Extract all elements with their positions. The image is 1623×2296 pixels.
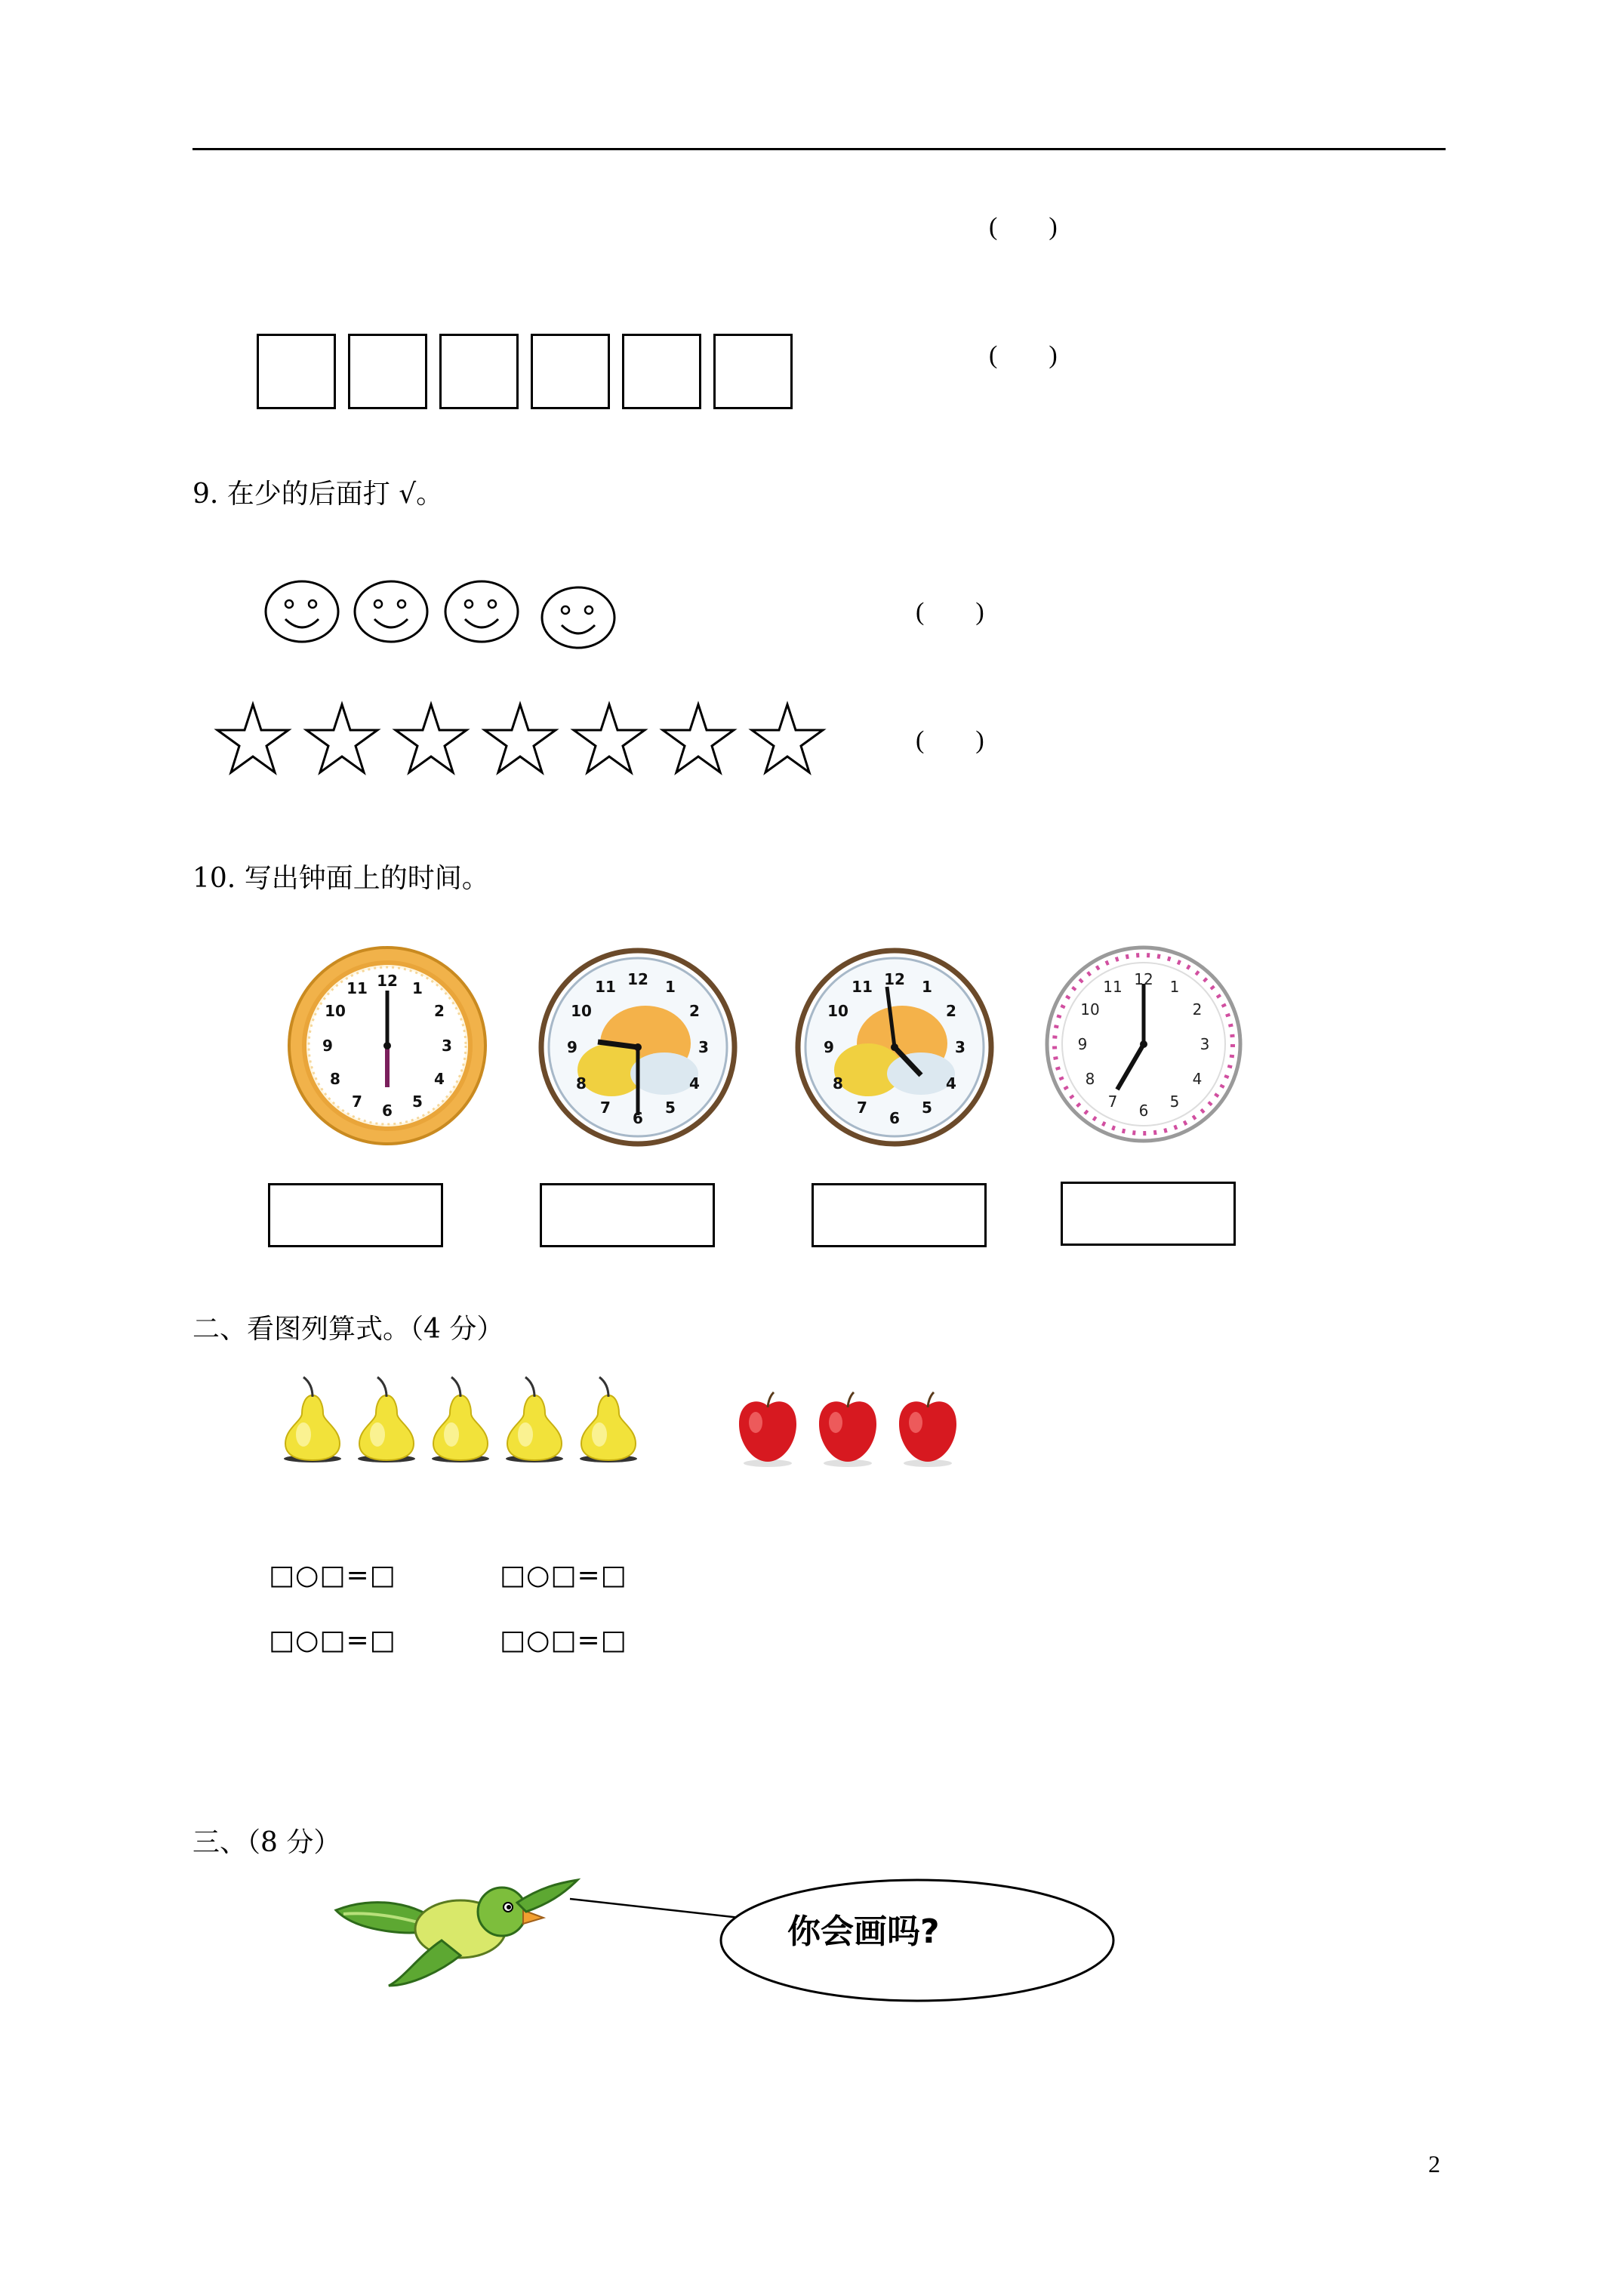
section3-title: 三、（8 分） [192,1827,341,1858]
svg-text:11: 11 [595,978,616,996]
q10-title: 10. 写出钟面上的时间。 [192,863,489,894]
clock-icon [793,945,996,1149]
svg-text:8: 8 [1085,1070,1095,1088]
clock-answer-box-4[interactable] [1061,1182,1236,1246]
svg-text:3: 3 [955,1038,965,1056]
star-row [215,702,842,778]
pear-icon [432,1377,489,1462]
svg-text:1: 1 [1169,978,1180,996]
svg-text:3: 3 [1200,1035,1210,1053]
star-outline-icon [396,704,467,772]
svg-text:9: 9 [1077,1035,1088,1053]
apple-icon [819,1392,876,1467]
pear-icon [284,1377,341,1462]
header-rule [192,148,1446,150]
answer-parentheses-faces[interactable]: ( ) [916,598,984,626]
svg-text:7: 7 [600,1099,611,1117]
equation-3[interactable]: □○□=□ [269,1625,396,1656]
speech-text: 你会画吗? [787,1912,940,1951]
clock-answer-box-3[interactable] [812,1183,987,1247]
svg-text:10: 10 [325,1002,346,1020]
svg-text:10: 10 [1080,1000,1100,1019]
face-row [264,581,627,657]
star-outline-icon [217,704,288,772]
answer-parentheses-1[interactable]: ( ) [989,213,1058,241]
svg-text:8: 8 [576,1074,587,1093]
svg-text:7: 7 [1107,1093,1118,1111]
svg-text:4: 4 [689,1074,700,1093]
svg-text:12: 12 [884,970,905,988]
svg-text:11: 11 [346,979,368,997]
svg-text:9: 9 [322,1037,333,1055]
svg-text:10: 10 [571,1002,592,1020]
svg-text:1: 1 [412,979,423,997]
svg-text:10: 10 [827,1002,848,1020]
svg-text:11: 11 [852,978,873,996]
svg-text:9: 9 [824,1038,834,1056]
svg-text:11: 11 [1103,978,1123,996]
svg-text:4: 4 [946,1074,956,1093]
square-5 [622,334,701,409]
star-outline-icon [663,704,734,772]
apple-icon [739,1392,796,1467]
square-row [257,334,800,409]
pear-icon [506,1377,563,1462]
equation-4[interactable]: □○□=□ [500,1625,627,1656]
svg-text:6: 6 [382,1102,393,1120]
green-bird-icon [328,1872,585,1993]
svg-text:5: 5 [412,1093,423,1111]
clock-answer-box-1[interactable] [268,1183,443,1247]
smiley-face-icon [266,581,338,642]
svg-text:1: 1 [922,978,932,996]
svg-text:5: 5 [922,1099,932,1117]
star-outline-icon [574,704,645,772]
svg-text:8: 8 [330,1070,340,1088]
apple-row [736,1389,962,1472]
answer-parentheses-2[interactable]: ( ) [989,341,1058,369]
svg-text:4: 4 [434,1070,445,1088]
square-4 [531,334,610,409]
svg-text:12: 12 [627,970,648,988]
svg-text:3: 3 [698,1038,709,1056]
square-6 [713,334,793,409]
svg-text:9: 9 [567,1038,577,1056]
pear-icon [580,1377,637,1462]
star-outline-icon [752,704,823,772]
pear-icon [358,1377,415,1462]
clock-icon [536,945,740,1149]
svg-text:1: 1 [665,978,676,996]
svg-text:2: 2 [689,1002,700,1020]
svg-text:12: 12 [377,972,398,990]
svg-text:4: 4 [1192,1070,1203,1088]
svg-text:8: 8 [833,1074,843,1093]
page-number: 2 [1428,2150,1440,2177]
svg-text:6: 6 [889,1109,900,1127]
square-2 [348,334,427,409]
q9-title: 9. 在少的后面打 √。 [192,479,444,510]
star-outline-icon [485,704,556,772]
svg-text:12: 12 [1134,970,1153,988]
pear-row [279,1374,657,1465]
answer-parentheses-stars[interactable]: ( ) [916,726,984,754]
clock-icon [285,944,489,1148]
clock-icon [1042,942,1246,1146]
svg-text:2: 2 [946,1002,956,1020]
svg-text:6: 6 [633,1109,643,1127]
equation-2[interactable]: □○□=□ [500,1560,627,1591]
svg-text:2: 2 [1192,1000,1203,1019]
svg-text:6: 6 [1138,1102,1149,1120]
equation-1[interactable]: □○□=□ [269,1560,396,1591]
smiley-face-icon [445,581,518,642]
apple-icon [899,1392,956,1467]
square-3 [439,334,519,409]
svg-text:7: 7 [352,1093,362,1111]
svg-text:3: 3 [442,1037,452,1055]
svg-text:2: 2 [434,1002,445,1020]
svg-text:7: 7 [857,1099,867,1117]
star-outline-icon [306,704,377,772]
svg-text:5: 5 [665,1099,676,1117]
svg-text:5: 5 [1169,1093,1180,1111]
square-1 [257,334,336,409]
smiley-face-icon [542,587,614,648]
clock-answer-box-2[interactable] [540,1183,715,1247]
section2-title: 二、看图列算式。（4 分） [192,1314,504,1345]
smiley-face-icon [355,581,427,642]
